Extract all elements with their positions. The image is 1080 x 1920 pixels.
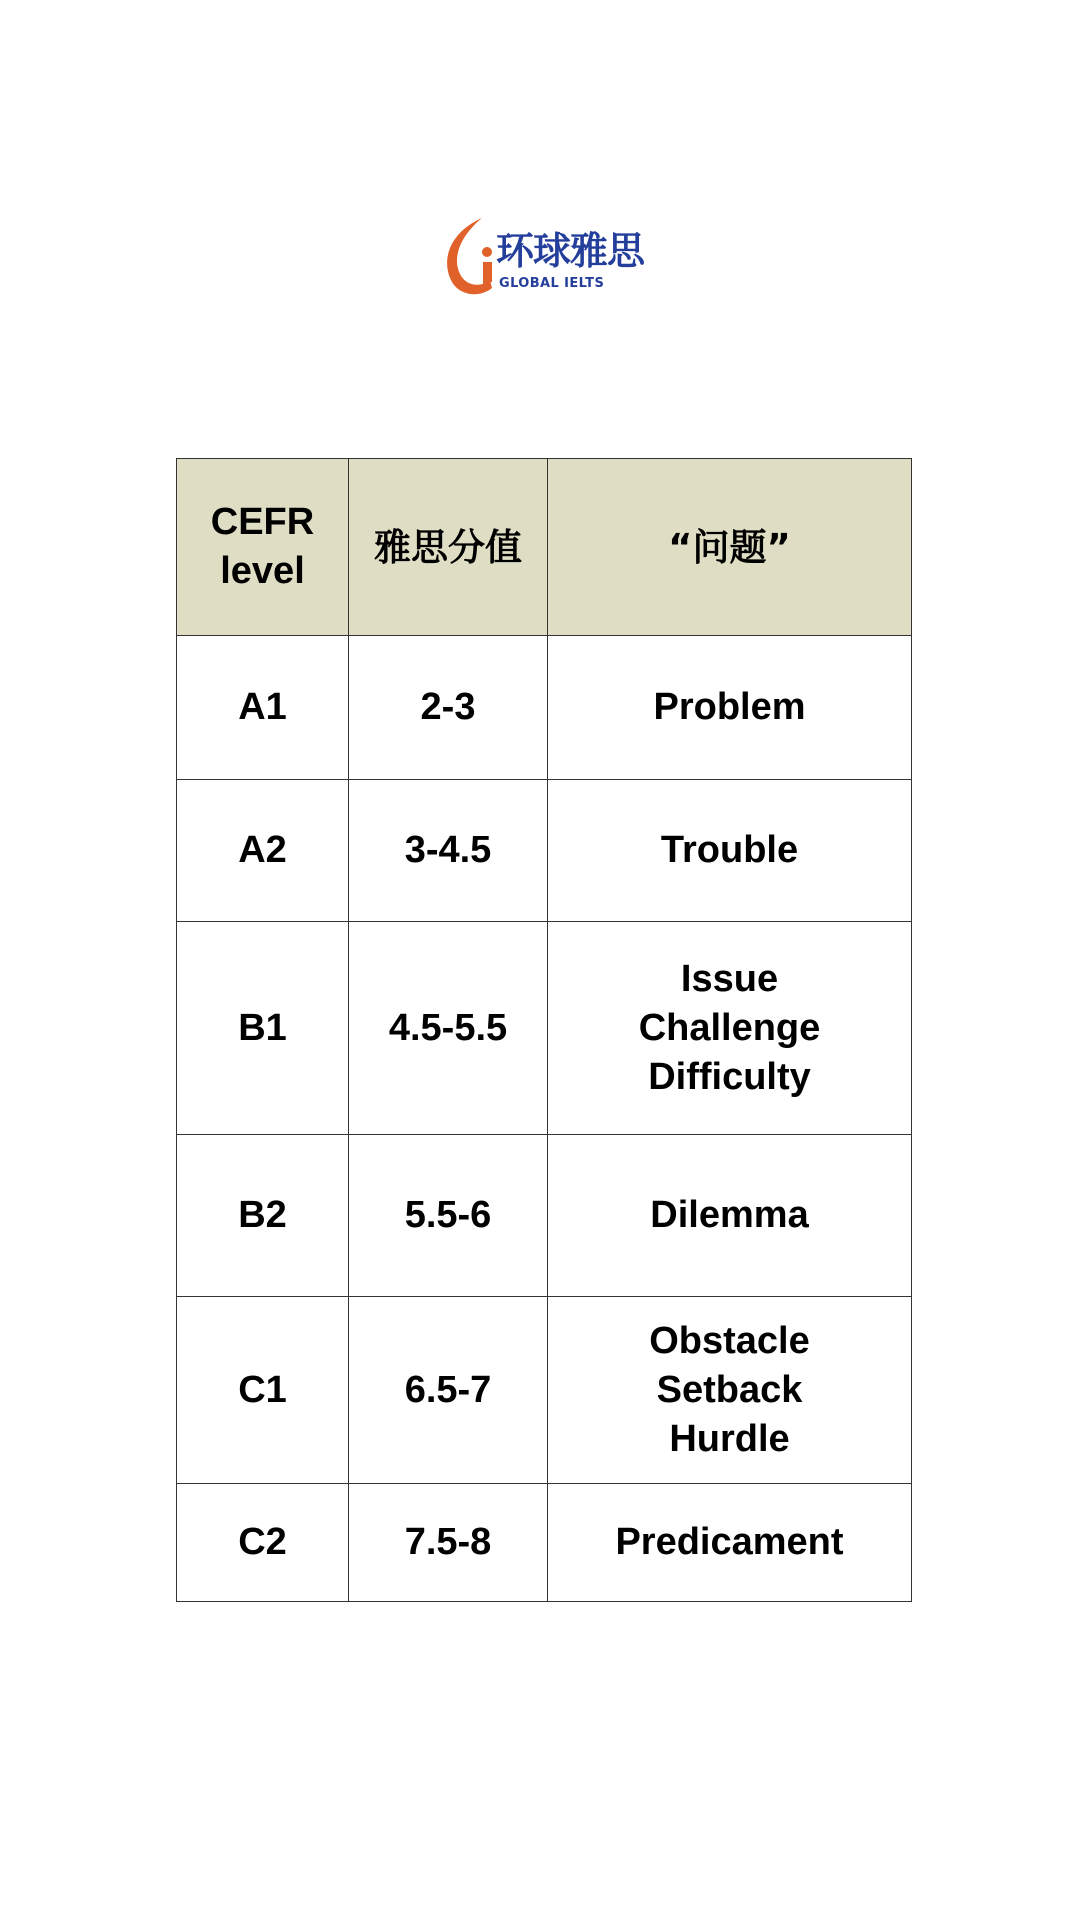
word-text: Trouble xyxy=(660,829,799,871)
words-cell xyxy=(548,1484,912,1602)
words-cell xyxy=(548,780,912,922)
word-text: Setback xyxy=(656,1368,803,1411)
header-cefr-level xyxy=(177,459,349,636)
words-cell xyxy=(548,636,912,780)
words-cell xyxy=(548,922,912,1135)
header-problem-word: “问题” xyxy=(548,459,912,636)
score-cell: 2-3 xyxy=(349,636,548,780)
word-text: Hurdle xyxy=(669,1417,790,1460)
word-text: Problem xyxy=(653,686,806,728)
cefr-cell: B1 xyxy=(177,922,349,1135)
table-row xyxy=(177,636,912,780)
table-row xyxy=(177,1484,912,1602)
cefr-cell: C1 xyxy=(177,1297,349,1484)
word-text: Obstacle xyxy=(649,1319,810,1362)
cefr-cell: B2 xyxy=(177,1135,349,1297)
score-cell: 4.5-5.5 xyxy=(349,922,548,1135)
word-text: Difficulty xyxy=(648,1055,811,1098)
score-cell: 6.5-7 xyxy=(349,1297,548,1484)
logo-brand-cn: 环球雅思 xyxy=(496,229,645,273)
table-header-row xyxy=(177,459,912,636)
global-ielts-logo xyxy=(440,212,670,302)
word-text: Predicament xyxy=(615,1521,844,1563)
word-text: Challenge xyxy=(638,1006,821,1049)
score-cell: 3-4.5 xyxy=(349,780,548,922)
score-cell: 7.5-8 xyxy=(349,1484,548,1602)
words-cell xyxy=(548,1297,912,1484)
logo-mark-icon xyxy=(440,212,500,302)
word-text: Dilemma xyxy=(650,1194,809,1236)
header-ielts-score: 雅思分值 xyxy=(349,459,548,636)
table-row xyxy=(177,922,912,1135)
table-row xyxy=(177,1135,912,1297)
words-cell xyxy=(548,1135,912,1297)
cefr-vocabulary-table xyxy=(176,458,912,1602)
cefr-cell: A1 xyxy=(177,636,349,780)
word-text: Issue xyxy=(680,957,779,1000)
logo-brand-en: GLOBAL IELTS xyxy=(499,276,605,291)
header-cefr-level-text: CEFR level xyxy=(210,501,315,592)
cefr-cell: C2 xyxy=(177,1484,349,1602)
cefr-cell: A2 xyxy=(177,780,349,922)
score-cell: 5.5-6 xyxy=(349,1135,548,1297)
table-row xyxy=(177,780,912,922)
table-row xyxy=(177,1297,912,1484)
